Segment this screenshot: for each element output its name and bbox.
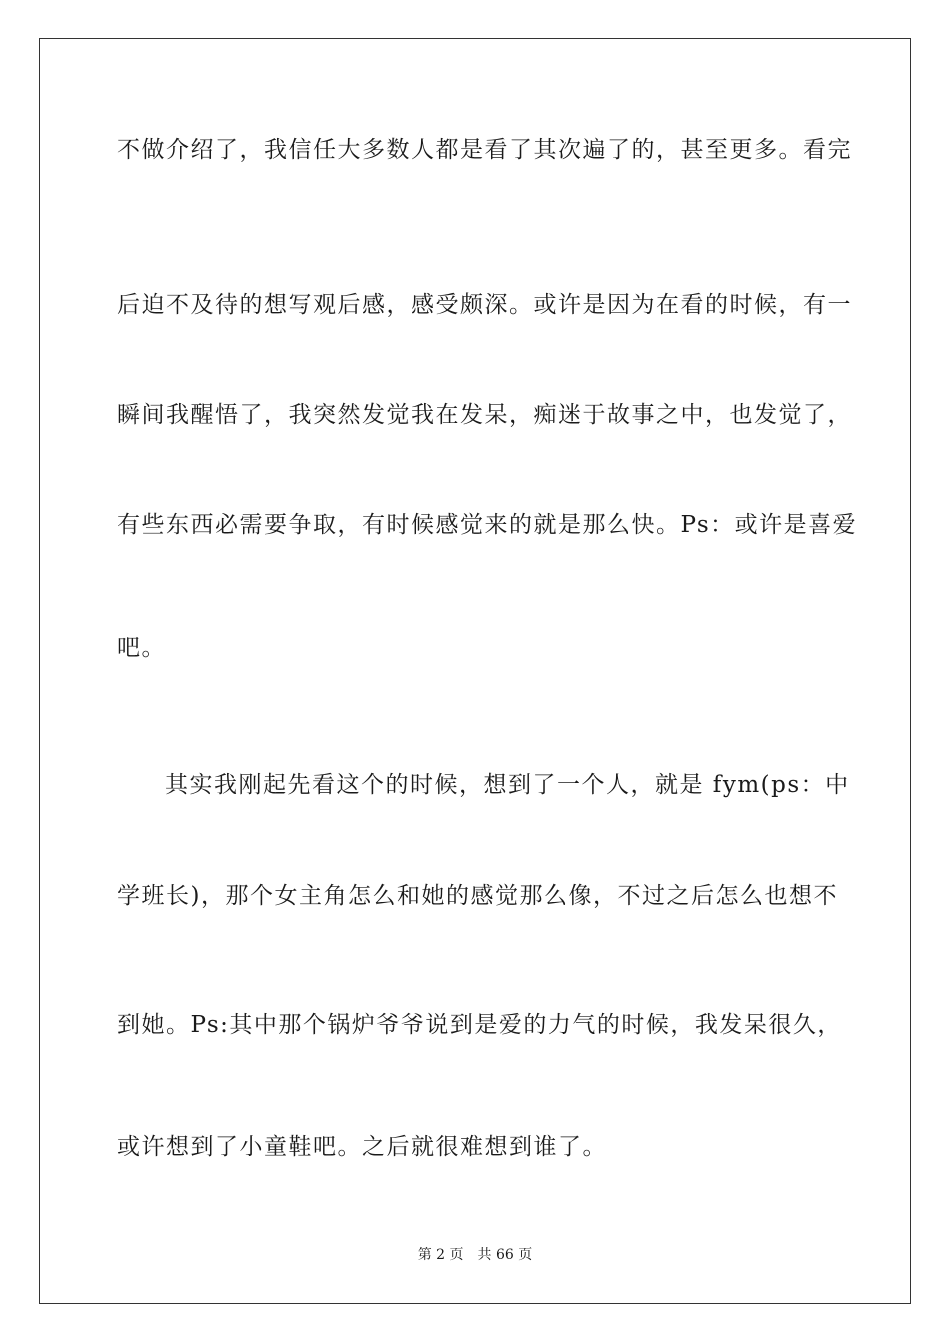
paragraph-1-line-4: 有些东西必需要争取，有时候感觉来的就是那么快。Ps：或许是喜爱 bbox=[117, 512, 858, 538]
page-total: 共 66 页 bbox=[477, 1247, 533, 1263]
paragraph-2-line-1: 其实我刚起先看这个的时候，想到了一个人，就是 fym(ps：中 bbox=[165, 772, 850, 798]
paragraph-1-line-5: 吧。 bbox=[117, 635, 166, 661]
page-footer bbox=[0, 1246, 950, 1264]
paragraph-1-line-2: 后迫不及待的想写观后感，感受颇深。或许是因为在看的时候，有一 bbox=[117, 292, 852, 318]
paragraph-2-line-4: 或许想到了小童鞋吧。之后就很难想到谁了。 bbox=[117, 1134, 607, 1160]
page-number: 第 2 页 bbox=[417, 1247, 464, 1263]
paragraph-2-line-2: 学班长)，那个女主角怎么和她的感觉那么像，不过之后怎么也想不 bbox=[117, 883, 838, 909]
page-border bbox=[39, 38, 911, 1304]
paragraph-2-line-3: 到她。Ps:其中那个锅炉爷爷说到是爱的力气的时候，我发呆很久， bbox=[117, 1012, 842, 1038]
paragraph-1-line-3: 瞬间我醒悟了，我突然发觉我在发呆，痴迷于故事之中，也发觉了， bbox=[117, 402, 852, 428]
paragraph-1-line-1: 不做介绍了，我信任大多数人都是看了其次遍了的，甚至更多。看完 bbox=[117, 137, 852, 163]
